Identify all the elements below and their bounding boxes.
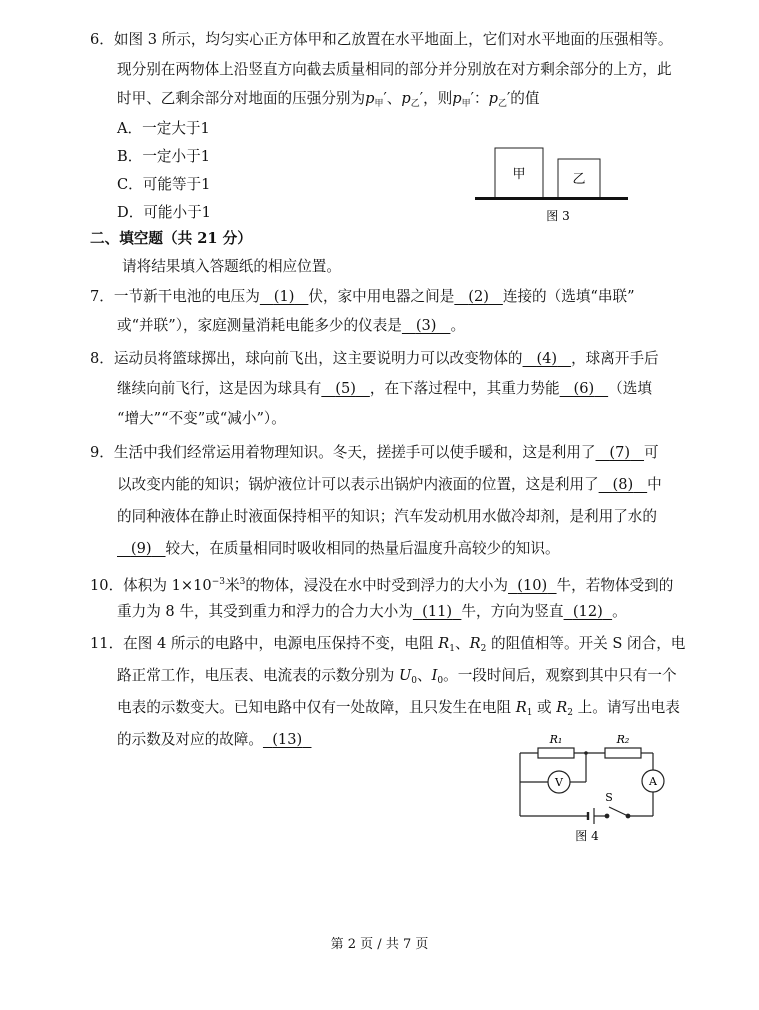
q9-number: 9． <box>90 444 114 461</box>
q11-number: 11． <box>90 635 124 652</box>
r1-label: R₁ <box>549 733 563 746</box>
r2-label: R₂ <box>616 733 630 746</box>
blank-1: (1) <box>273 288 295 305</box>
blank-9: (9) <box>130 540 152 557</box>
figure-3-caption: 图 3 <box>546 209 570 223</box>
q8-number: 8． <box>90 350 114 367</box>
q6-line3: 时甲、乙剩余部分对地面的压强分别为$p_甲'$、$p_乙'$，则$p_甲'$：$p_乙'$的值 <box>117 90 540 109</box>
q10-line1: 10．体积为 $1\times 10^{-3}$米$^3$的物体，浸没在水中时受到浮力的大小为 (10) 牛，若物体受到的 <box>90 577 674 594</box>
blank-8: (8) <box>612 476 634 493</box>
q10-number: 10． <box>90 577 124 594</box>
q8-line2: 继续向前飞行，这是因为球具有 (5) ，在下落过程中，其重力势能 (6) （选填 <box>117 380 652 397</box>
q9-line4: (9) 较大，在质量相同时吸收相同的热量后温度升高较少的知识。 <box>117 540 560 558</box>
q6-option-a: A．一定大于1 <box>117 120 210 137</box>
q10-line2: 重力为 8 牛，其受到重力和浮力的合力大小为 (11) 牛，方向为竖直 (12) 。 <box>117 603 627 620</box>
blank-10: (10) <box>517 577 548 594</box>
blank-7: (7) <box>609 444 631 461</box>
blank-3: (3) <box>415 317 437 334</box>
blank-12: (12) <box>572 603 603 620</box>
page-footer: 第 2 页 / 共 7 页 <box>330 937 429 952</box>
q11-line3: 电表的示数变大。已知电路中仅有一处故障，且只发生在电阻 $R_1$ 或 $R_2$ 上。请写出电表 <box>117 699 680 718</box>
switch-label: S <box>605 791 613 804</box>
q7-line2: 或“并联”），家庭测量消耗电能多少的仪表是 (3) 。 <box>117 317 466 334</box>
blank-11: (11) <box>422 603 453 620</box>
figure-3 <box>470 140 635 230</box>
q11-line4: 的示数及对应的故障。 (13) <box>117 731 311 749</box>
resistor-r2 <box>605 748 641 758</box>
section-instruction: 请将结果填入答题纸的相应位置。 <box>122 258 341 275</box>
q6-option-d: D．可能小于1 <box>117 204 211 221</box>
figure-4-circuit <box>510 730 680 845</box>
q7-number: 7． <box>90 288 114 305</box>
voltmeter-label: V <box>555 776 563 789</box>
blank-5: (5) <box>335 380 356 397</box>
blank-4: (4) <box>536 350 558 367</box>
section-title: 二、填空题（共 21 分） <box>90 230 252 247</box>
block-jia-label: 甲 <box>512 167 526 182</box>
q9-line2: 以改变内能的知识；锅炉液位计可以表示出锅炉内液面的位置，这是利用了 (8) 中 <box>117 476 662 493</box>
q8-line1: 8．运动员将篮球掷出，球向前飞出，这主要说明力可以改变物体的 (4) ，球离开手后 <box>90 350 659 367</box>
q6-line1: 6．如图 3 所示，均匀实心正方体甲和乙放置在水平地面上，它们对水平地面的压强相等。 <box>90 31 673 48</box>
q8-line3: “增大”“不变”或“减小”）。 <box>117 410 286 427</box>
q9-line1: 9．生活中我们经常运用着物理知识。冬天，搓搓手可以使手暖和，这是利用了 (7) 可 <box>90 444 659 461</box>
q6-number: 6． <box>90 31 114 48</box>
q6-line2: 现分别在两物体上沿竖直方向截去质量相同的部分并分别放在对方剩余部分的上方，此 <box>117 61 672 78</box>
q6-option-b: B．一定小于1 <box>117 148 210 165</box>
q11-line2: 路正常工作，电压表、电流表的示数分别为 $U_0$、$I_0$。一段时间后，观察到其中只有一个 <box>117 667 677 686</box>
q9-line3: 的同种液体在静止时液面保持相平的知识；汽车发动机用水做冷却剂，是利用了水的 <box>117 508 657 525</box>
figure-4-caption: 图 4 <box>575 829 599 843</box>
q7-line1: 7．一节新干电池的电压为 (1) 伏，家中用电器之间是 (2) 连接的（选填“串联” <box>90 288 635 305</box>
resistor-r1 <box>538 748 574 758</box>
q11-line1: 11．在图 4 所示的电路中，电源电压保持不变，电阻 $R_1$、$R_2$ 的阻值相等。开关 S 闭合，电 <box>90 635 686 654</box>
blank-6: (6) <box>573 380 595 397</box>
ammeter-label: A <box>649 775 657 788</box>
blank-2: (2) <box>468 288 489 305</box>
q6-option-c: C．可能等于1 <box>117 176 211 193</box>
switch <box>609 807 628 816</box>
blank-13: (13) <box>272 731 303 748</box>
block-yi-label: 乙 <box>572 172 586 187</box>
